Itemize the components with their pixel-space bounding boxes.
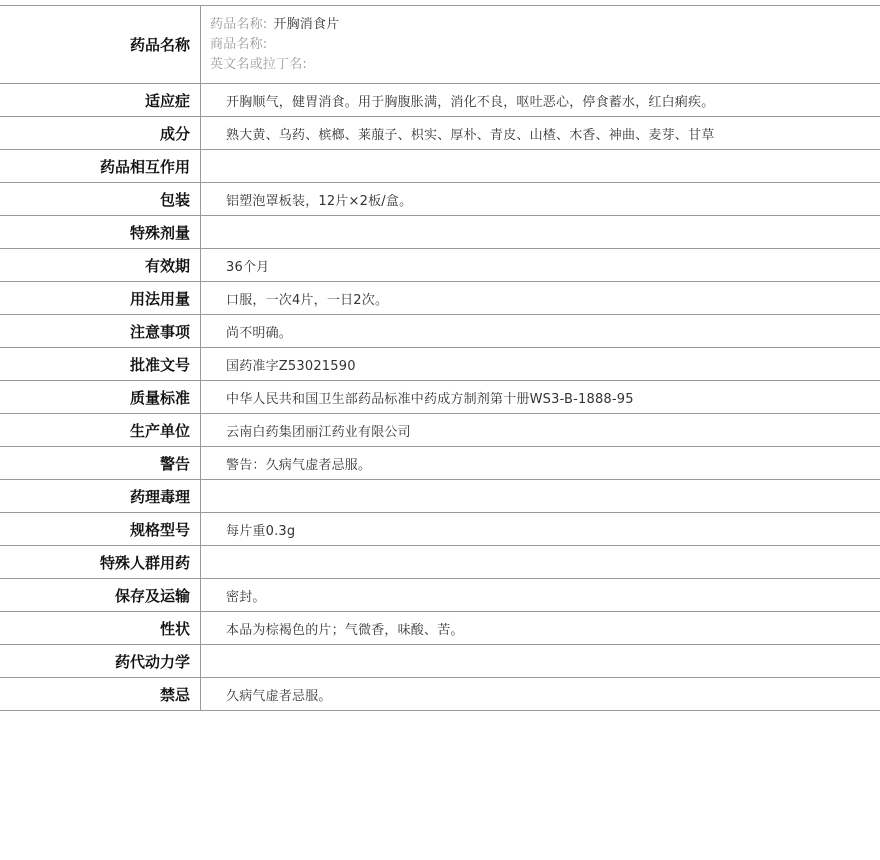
trade-name-line (210, 35, 880, 55)
row-label: 性状 (0, 612, 201, 645)
row-label: 包装 (0, 183, 201, 216)
table-row (0, 381, 880, 414)
row-value: 尚不明确。 (226, 325, 293, 341)
row-value (201, 546, 880, 579)
row-label: 有效期 (0, 249, 201, 282)
row-value: 36个月 (226, 259, 270, 275)
table-row (0, 315, 880, 348)
table-row (0, 348, 880, 381)
table-row (0, 612, 880, 645)
row-label: 规格型号 (0, 513, 201, 546)
row-value: 口服，一次4片，一日2次。 (226, 292, 389, 308)
drug-names-cell (201, 6, 880, 84)
row-label: 质量标准 (0, 381, 201, 414)
english-name-line (210, 55, 880, 75)
row-label: 警告 (0, 447, 201, 480)
table-row (0, 282, 880, 315)
table-row (0, 678, 880, 711)
row-label: 用法用量 (0, 282, 201, 315)
table-row (0, 150, 880, 183)
generic-name-key: 药品名称: (210, 16, 268, 32)
generic-name-line (210, 15, 880, 35)
table-row (0, 546, 880, 579)
row-label: 药理毒理 (0, 480, 201, 513)
table-row (0, 84, 880, 117)
row-value (201, 150, 880, 183)
row-value: 国药准字Z53021590 (226, 358, 356, 374)
row-value: 久病气虚者忌服。 (226, 688, 332, 704)
row-label: 药代动力学 (0, 645, 201, 678)
row-value: 云南白药集团丽江药业有限公司 (226, 424, 411, 440)
row-value: 熟大黄、乌药、槟榔、莱菔子、枳实、厚朴、青皮、山楂、木香、神曲、麦芽、甘草 (226, 127, 715, 143)
row-value (201, 216, 880, 249)
row-value: 开胸顺气，健胃消食。用于胸腹胀满，消化不良，呕吐恶心，停食蓄水，红白痢疾。 (226, 94, 715, 110)
row-label: 特殊剂量 (0, 216, 201, 249)
generic-name-value: 开胸消食片 (273, 16, 340, 32)
table-row (0, 117, 880, 150)
table-row (0, 183, 880, 216)
row-label: 特殊人群用药 (0, 546, 201, 579)
row-label: 生产单位 (0, 414, 201, 447)
row-value (201, 645, 880, 678)
table-row (0, 216, 880, 249)
trade-name-key: 商品名称: (210, 36, 268, 52)
row-label: 成分 (0, 117, 201, 150)
row-label: 批准文号 (0, 348, 201, 381)
table-row (0, 513, 880, 546)
row-value: 铝塑泡罩板装，12片×2板/盒。 (226, 193, 413, 209)
row-label: 禁忌 (0, 678, 201, 711)
table-row (0, 249, 880, 282)
row-value: 密封。 (226, 589, 266, 605)
drug-info-page (0, 5, 880, 711)
table-row (0, 414, 880, 447)
english-name-key: 英文名或拉丁名: (210, 56, 307, 72)
table-row (0, 579, 880, 612)
table-row (0, 447, 880, 480)
row-value: 中华人民共和国卫生部药品标准中药成方制剂第十册WS3-B-1888-95 (226, 391, 634, 407)
row-value: 每片重0.3g (226, 523, 296, 539)
table-row-drug-names (0, 6, 880, 84)
row-label: 适应症 (0, 84, 201, 117)
row-value: 警告：久病气虚者忌服。 (226, 457, 372, 473)
table-row (0, 480, 880, 513)
row-label: 药品相互作用 (0, 150, 201, 183)
row-label: 药品名称 (0, 6, 201, 84)
drug-info-table (0, 5, 880, 711)
row-value (201, 480, 880, 513)
table-row (0, 645, 880, 678)
row-value: 本品为棕褐色的片；气微香，味酸、苦。 (226, 622, 464, 638)
row-label: 注意事项 (0, 315, 201, 348)
row-label: 保存及运输 (0, 579, 201, 612)
